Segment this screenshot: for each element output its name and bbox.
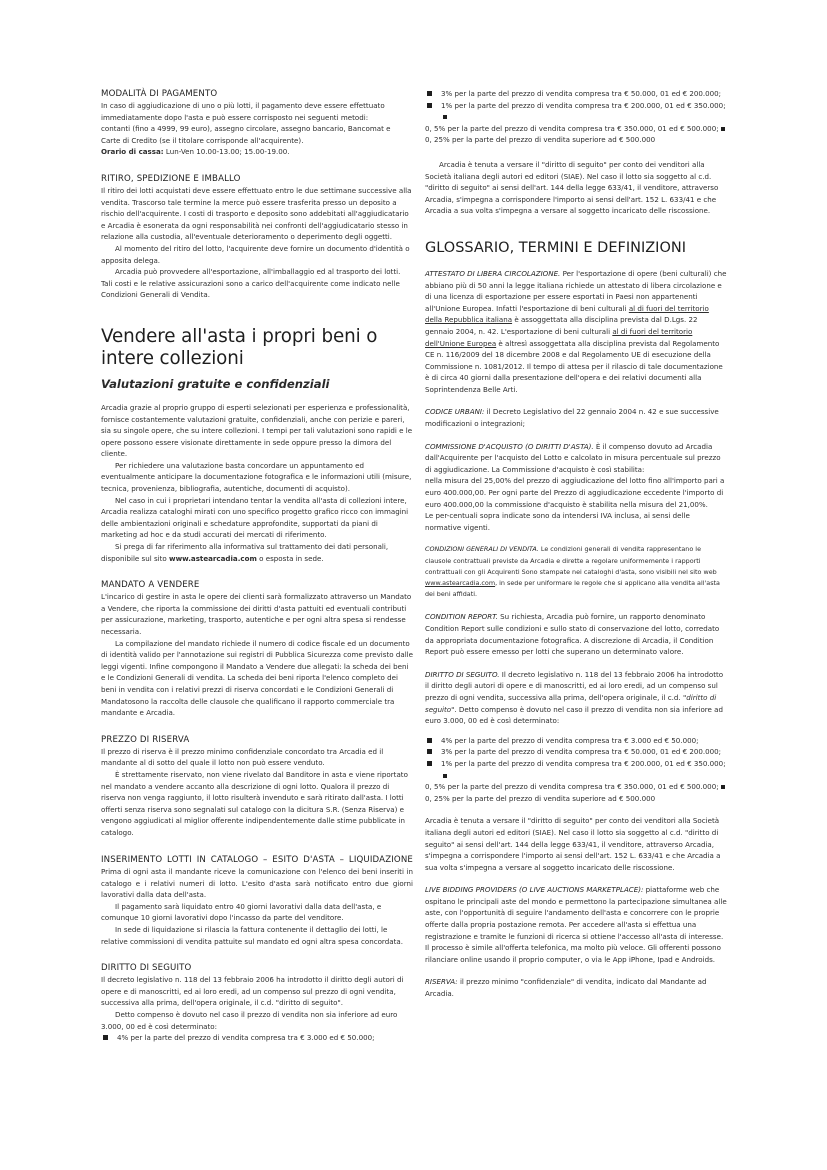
resale-heading: DIRITTO DI SEGUITO bbox=[101, 963, 192, 974]
payment-line-4: Carte di Credito (se il titolare corrisponde all'acquirente). bbox=[101, 135, 304, 145]
square-bullet-icon bbox=[427, 91, 432, 96]
glossary-rate-item-3 bbox=[425, 758, 728, 781]
term-text: È il compenso dovuto ad Arcadia dall'Acquirente per l'acquisto del Lotto e calcolato in misura percentuale sul prezzo di aggiudicazione. La Commissione d'acquisto è così stabilita: bbox=[425, 441, 721, 474]
glossary-term-6 bbox=[425, 669, 728, 727]
term-text: Le condizioni generali di vendita rappresentano le clausole contrattuali previste da Arcadia e dirette a regolare uniformemente i rapporti contrattuali con gli Acquirenti Sono stampate nei cataloghi d'asta, sono visibili nel sito web bbox=[425, 545, 717, 576]
payment-hours bbox=[101, 146, 413, 158]
term-label: CODICE URBANI: bbox=[425, 407, 485, 417]
glossary-term-3 bbox=[425, 441, 728, 476]
term-text: . Detto compenso è dovuto nel caso il prezzo di vendita non sia inferiore ad euro 3.000, 00 ed è così determinato: bbox=[425, 704, 724, 726]
glossary-rate-text: 0, 5% per la parte del prezzo di vendita compresa tra € 350.000, 01 ed € 500.000; bbox=[425, 782, 719, 792]
term-label: COMMISSIONE D'ACQUISTO (O DIRITTI D'ASTA). bbox=[425, 441, 594, 451]
term-text: Il decreto legislativo n. 118 del 13 febbraio 2006 ha introdotto il diritto degli autori di opere e di manoscritti, ed ai loro eredi, ad un compenso sul prezzo di ogni vendita, successiva alla prima, dell'opera originale, il c.d. bbox=[425, 669, 724, 702]
glossary-term-2 bbox=[425, 406, 728, 429]
glossary-rate-text-value: 1% per la parte del prezzo di vendita compresa tra € 200.000, 01 ed € 350.000; bbox=[441, 758, 726, 768]
square-bullet-icon bbox=[103, 1035, 108, 1040]
glossary-rate-text bbox=[441, 758, 728, 781]
underlined-text: al di fuori del territorio dell'Unione Europea bbox=[425, 326, 693, 348]
term-text: il prezzo minimo "confidenziale" di vendita, indicato dal Mandante ad Arcadia. bbox=[425, 977, 707, 999]
term-text: è assoggettata alla disciplina prevista dal D.Lgs. 22 gennaio 2004, n. 42. L'esportazione di beni culturali bbox=[425, 315, 698, 336]
reserve-heading: PREZZO DI RISERVA bbox=[101, 734, 190, 745]
term-text: , in sede per uniformare le regole che si applicano alla vendita all'asta dei beni affidati. bbox=[425, 579, 720, 599]
payment-line-3: contanti (fino a 4999, 99 euro), assegno circolare, assegno bancario, Bancomat e bbox=[101, 124, 391, 134]
sell-paragraph-2: Per richiedere una valutazione basta concordare un appuntamento ed eventualmente anticipare la documentazione fotografica e le informazioni utili (misure, tecnica, provenienza, bibliografia, autentiche, documenti di acquisto). bbox=[101, 460, 412, 494]
pickup-paragraph-3: Arcadia può provvedere all'esportazione, all'imballaggio ed al trasporto dei lotti. Tali costi e le relative assicurazioni sono a carico dell'acquirente come indicato nelle Condizioni Generali di Vendita. bbox=[101, 267, 401, 300]
square-bullet-icon bbox=[427, 761, 432, 766]
glossary-rate-line-5: 0, 25% per la parte del prezzo di vendita superiore ad € 500.000 bbox=[425, 793, 656, 803]
sell-paragraph-4 bbox=[101, 541, 413, 564]
payment-line-2: immediatamente dopo l'asta e può essere corrisposto nei seguenti metodi: bbox=[101, 112, 369, 122]
resale-paragraph-1: Il decreto legislativo n. 118 del 13 febbraio 2006 ha introdotto il diritto degli autori di opere e di manoscritti, ed ai loro eredi, ad un compenso sul prezzo di ogni vendita, successiva alla prima, dell'opera originale, il c.d. "diritto di seguito". bbox=[101, 975, 404, 1008]
glossary-rate-text: 3% per la parte del prezzo di vendita compresa tra € 50.000, 01 ed € 200.000; bbox=[441, 747, 722, 757]
glossary-term-3-note: Le per-centuali sopra indicate sono da intendersi IVA inclusa, ai sensi delle normative vigenti. bbox=[425, 511, 690, 532]
term-text: Per l'esportazione di opere (beni culturali) che abbiano più di 50 anni la legge italiana richiede un attestato di libera circolazione e di una licenza di esportazione per essere esportati in Paesi non appartenenti all'Unione Europea. Infatti l'esportazione di beni culturali bbox=[425, 268, 727, 313]
rate-line-5: 0, 25% per la parte del prezzo di vendita superiore ad € 500.000 bbox=[425, 135, 656, 145]
rate-item-2 bbox=[425, 88, 728, 100]
quoted-term: "diritto di seguito" bbox=[425, 692, 717, 714]
siae-paragraph: Arcadia è tenuta a versare il "diritto di seguito" per conto dei venditori alla Società italiana degli autori ed editori (SIAE). Nel caso il lotto sia soggetto al c.d. "diritto di seguito" ai sensi dell'art. 144 della legge 633/41, il venditore, attraverso Arcadia, s'impegna a corrispondere l'importo ai sensi dell'art. 152 L. 633/41 e che Arcadia a sua volta s'impegna a versare al soggetto incaricato delle riscossione. bbox=[425, 159, 719, 216]
insert-paragraph-1 bbox=[101, 854, 413, 901]
rate-line-4 bbox=[425, 123, 728, 135]
reserve-paragraph-2: È strettamente riservato, non viene rivelato dal Banditore in asta e viene riportato nel mandato a vendere accanto alla descrizione di ogni lotto. Qualora il prezzo di riserva non venga raggiunto, il lotto risulterà invenduto e sarà ritirato dall'asta. I lotti offerti senza riserva sono segnalati sul catalogo con la dicitura S.R. (Senza Riserva) e vengono aggiudicati al miglior offerente indipendentemente dalle stime pubblicate in catalogo. bbox=[101, 769, 408, 837]
sell-subtitle: Valutazioni gratuite e confidenziali bbox=[101, 376, 330, 391]
rate-text-3-value: 1% per la parte del prezzo di vendita compresa tra € 200.000, 01 ed € 350.000; bbox=[441, 100, 726, 110]
payment-hours-label: Orario di cassa: bbox=[101, 147, 164, 157]
square-bullet-icon bbox=[443, 774, 447, 778]
square-bullet-icon bbox=[427, 738, 432, 743]
sell-privacy-text: Si prega di far riferimento alla informativa sul trattamento dei dati personali, disponibile sul sito bbox=[101, 542, 389, 563]
term-label: DIRITTO DI SEGUITO. bbox=[425, 669, 500, 679]
sell-paragraph-1: Arcadia grazie al proprio gruppo di esperti selezionati per esperienza e professionalità, fornisce costantemente valutazioni gratuite, confidenziali, anche con perizie e pareri, sia su singole opere, che su intere collezioni. I tempi per tali valutazioni sono rapidi e le opere possono essere visionate direttamente in sede oppure presso la dimora del cliente. bbox=[101, 402, 413, 459]
rate-text-2: 3% per la parte del prezzo di vendita compresa tra € 50.000, 01 ed € 200.000; bbox=[441, 89, 722, 98]
glossary-term-5 bbox=[425, 611, 728, 657]
glossary-term-1 bbox=[425, 268, 728, 396]
term-label: LIVE BIDDING PROVIDERS (O LIVE AUCTIONS MARKETPLACE): bbox=[425, 885, 644, 895]
right-column bbox=[425, 88, 728, 1000]
payment-hours-value: Lun-Ven 10.00-13.00; 15.00-19.00. bbox=[163, 147, 290, 157]
square-bullet-icon bbox=[721, 127, 725, 131]
glossary-rate-item-1 bbox=[425, 735, 728, 747]
glossary-term-4 bbox=[425, 544, 728, 600]
term-label: RISERVA: bbox=[425, 977, 458, 987]
sell-website-link[interactable]: www.astearcadia.com bbox=[169, 553, 257, 563]
insert-text: Prima di ogni asta il mandante riceve la comunicazione con l'elenco dei beni inseriti in catalogo e i relativi numeri di lotto. L'esito d'asta sarà notificato entro due giorni lavorativi dalla data dell'asta. bbox=[101, 867, 413, 900]
resale-rate-text: 4% per la parte del prezzo di vendita compresa tra € 3.000 ed € 50.000; bbox=[117, 1033, 375, 1043]
glossary-title: GLOSSARIO, TERMINI E DEFINIZIONI bbox=[425, 239, 686, 256]
term-label: CONDIZIONI GENERALI DI VENDITA. bbox=[425, 545, 539, 554]
term-text: il Decreto Legislativo del 22 gennaio 2004 n. 42 e sue successive modificazioni o integrazioni; bbox=[425, 407, 719, 429]
term-text: piattaforme web che ospitano le principali aste del mondo e permettono la partecipazione simultanea alle aste, con l'opportunità di seguire l'andamento dell'asta e concorrere con le proprie offerte dalla propria postazione remota. Per accedere all'asta si effettua una registrazione e tramite le funzioni di ricerca si ottiene l'accesso all'asta di interesse. Il processo è simile all'offerta telefonica, ma molto più veloce. Gli offerenti possono rilanciare online usando il proprio computer, o via le App iPhone, Ipad e Androids. bbox=[425, 885, 727, 964]
term-text: Su richiesta, Arcadia può fornire, un rapporto denominato Condition Report sulle condizioni e sullo stato di conservazione del lotto, corredato da appropriata documentazione fotografica. A discrezione di Arcadia, il Condition Report può essere emesso per lotti che superano un determinato valore. bbox=[425, 612, 720, 657]
mandate-paragraph-1: L'incarico di gestire in asta le opere dei clienti sarà formalizzato attraverso un Mandato a Vendere, che riporta la commissione dei diritti d'asta pattuiti ed eventuali contributi per assicurazione, marketing, trasporto, autentiche e per ogni altra spesa si rendesse necessaria. bbox=[101, 592, 412, 636]
glossary-term-3-rates: nella misura del 25,00% del prezzo di aggiudicazione del lotto fino all'importo pari a euro 400.000,00. Per ogni parte del Prezzo di aggiudicazione eccedente l'importo di euro 400.000,00 la commissione d'acquisto è stabilita nella misura del 21,00%. bbox=[425, 476, 725, 509]
sell-paragraph-3: Nel caso in cui i proprietari intendano tentar la vendita all'asta di collezioni intere, Arcadia realizza cataloghi mirati con uno specifico progetto grafico ricco con immagini delle ambientazioni originali e schedature approfondite, supportati da piani di marketing ad hoc e da studi accurati dei mercati di riferimento. bbox=[101, 495, 409, 540]
square-bullet-icon bbox=[427, 749, 432, 754]
reserve-paragraph-1: Il prezzo di riserva è il prezzo minimo confidenziale concordato tra Arcadia ed il mandante al di sotto del quale il lotto non può essere venduto. bbox=[101, 746, 384, 768]
pickup-heading: RITIRO, SPEDIZIONE E IMBALLO bbox=[101, 173, 241, 184]
rate-text-3 bbox=[441, 100, 728, 123]
resale-paragraph-2: Detto compenso è dovuto nel caso il prezzo di vendita non sia inferiore ad euro 3.000, 00 ed è così determinato: bbox=[101, 1010, 398, 1031]
pickup-paragraph-1: Il ritiro dei lotti acquistati deve essere effettuato entro le due settimane successive alla vendita. Trascorso tale termine la merce può essere trasferita presso un deposito a rischio dell'acquirente. I costi di trasporto e deposito sono addebitati all'aggiudicatario e Arcadia è esonerata da ogni responsabilità nei confronti dell'aggiudicatario stesso in relazione alla custodia, all'eventuale deterioramento o deperimento degli oggetti. bbox=[101, 185, 412, 242]
insert-paragraph-2: Il pagamento sarà liquidato entro 40 giorni lavorativi dalla data dell'asta, e comunque 10 giorni lavorativi dopo l'incasso da parte del venditore. bbox=[101, 901, 382, 923]
insert-paragraph-3: In sede di liquidazione si rilascia la fattura contenente il dettaglio dei lotti, le relative commissioni di vendita pattuite sul mandato ed ogni altra spesa concordata. bbox=[101, 925, 403, 946]
term-text: è altresì assoggettata alla disciplina prevista dal Regolamento CE n. 116/2009 del 18 dicembre 2008 e dal Regolamento UE di esecuzione della Commissione n. 1081/2012. Il tempo di attesa per il rilascio di tale documentazione è di circa 40 giorni dalla presentazione dell'opera e dei relativi documenti alla Soprintendenza Belle Arti. bbox=[425, 338, 723, 394]
pickup-paragraph-2: Al momento del ritiro del lotto, l'acquirente deve fornire un documento d'identità o apposita delega. bbox=[101, 243, 410, 265]
rate-item-3 bbox=[425, 100, 728, 123]
square-bullet-icon bbox=[443, 115, 447, 119]
website-link[interactable]: www.astearcadia.com bbox=[425, 579, 496, 588]
resale-rate-item bbox=[101, 1032, 413, 1044]
underlined-text: al di fuori del territorio della Repubblica italiana bbox=[425, 303, 709, 325]
sell-title: Vendere all'asta i propri beni o intere collezioni bbox=[101, 325, 378, 369]
square-bullet-icon bbox=[721, 785, 725, 789]
payment-heading: MODALITÀ DI PAGAMENTO bbox=[101, 89, 218, 99]
mandate-paragraph-2: La compilazione del mandato richiede il numero di codice fiscale ed un documento di identità valido per l'annotazione sui registri di Pubblica Sicurezza come previsto dalle leggi vigenti. Infine compongono il Mandato a Vendere due allegati: la scheda dei beni e le Condizioni Generali di vendita. La scheda dei beni riporta l'elenco completo dei beni in vendita con i relativi prezzi di riserva concordati e le Condizioni Generali di Mandatosono la raccolta delle clausole che qualificano il rapporto commerciale tra mandante e Arcadia. bbox=[101, 638, 413, 718]
left-column bbox=[101, 88, 413, 1044]
glossary-rate-line-4 bbox=[425, 781, 728, 793]
mandate-heading: MANDATO A VENDERE bbox=[101, 580, 200, 591]
glossary-term-7 bbox=[425, 884, 728, 965]
term-label: CONDITION REPORT. bbox=[425, 612, 498, 622]
glossary-siae-paragraph: Arcadia è tenuta a versare il "diritto di seguito" per conto dei venditori alla Società italiana degli autori ed editori (SIAE). Nel caso il lotto sia soggetto al c.d. "diritto di seguito" ai sensi dell'art. 144 della legge 633/41, il venditore, attraverso Arcadia, s'impegna a corrispondere l'importo ai sensi dell'art. 152 L. 633/41 e che Arcadia a sua volta s'impegna a versare al soggetto incaricato delle riscossione. bbox=[425, 816, 721, 872]
square-bullet-icon bbox=[427, 103, 432, 108]
insert-heading: INSERIMENTO LOTTI IN CATALOGO – ESITO D'ASTA – LIQUIDAZIONE bbox=[101, 854, 413, 865]
glossary-rate-item-2 bbox=[425, 746, 728, 758]
term-label: ATTESTATO DI LIBERA CIRCOLAZIONE. bbox=[425, 268, 561, 278]
glossary-rate-text: 4% per la parte del prezzo di vendita compresa tra € 3.000 ed € 50.000; bbox=[441, 735, 699, 745]
rate-text-4: 0, 5% per la parte del prezzo di vendita compresa tra € 350.000, 01 ed € 500.000; bbox=[425, 123, 719, 133]
sell-privacy-text-end: o esposta in sede. bbox=[256, 553, 324, 563]
glossary-term-8 bbox=[425, 976, 728, 999]
payment-line-1: In caso di aggiudicazione di uno o più lotti, il pagamento deve essere effettuato bbox=[101, 101, 385, 110]
